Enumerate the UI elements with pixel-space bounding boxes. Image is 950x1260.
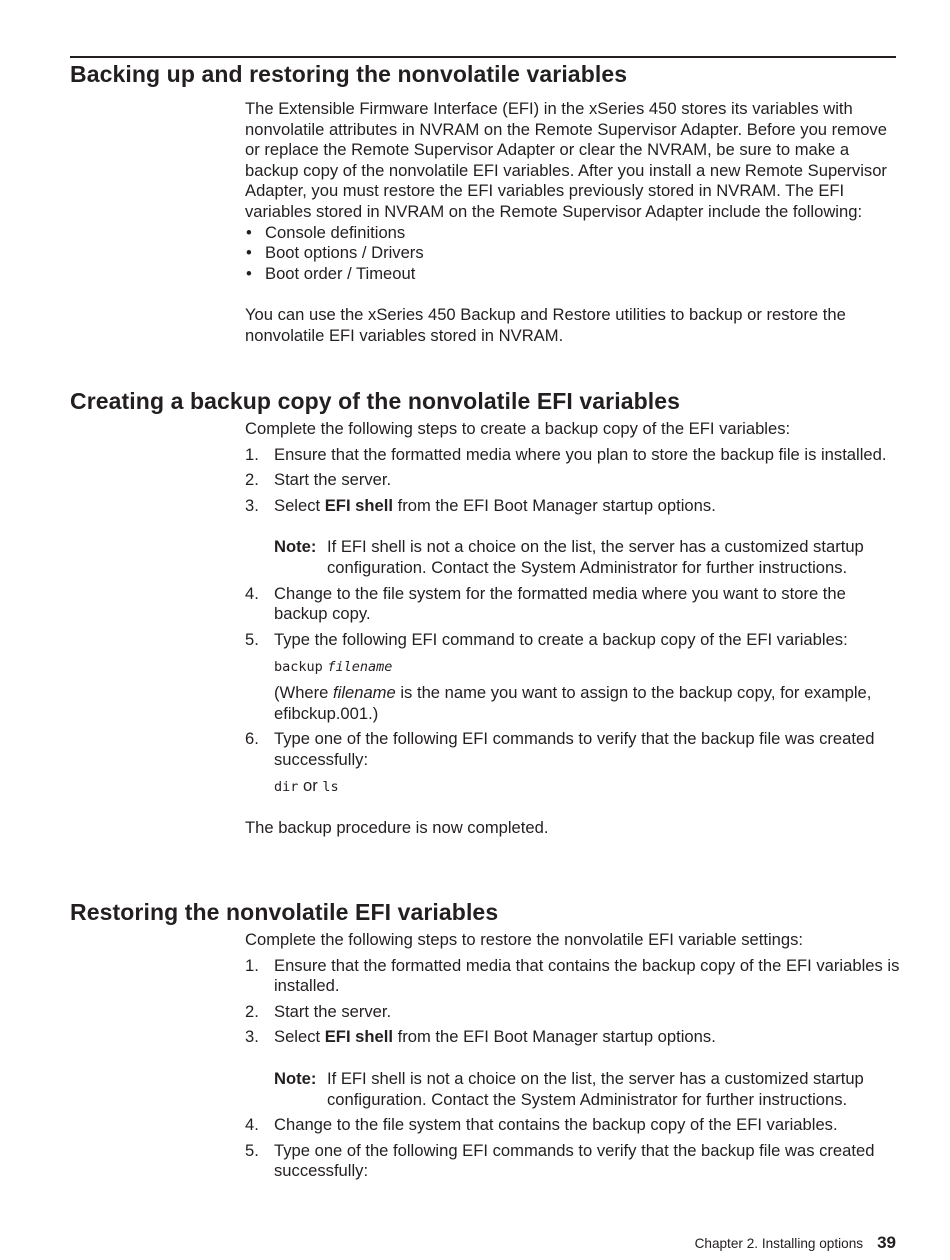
step-text: Change to the file system that contains the backup copy of the EFI variables. (274, 1115, 838, 1135)
step-number: 4. (245, 1115, 259, 1135)
section-body-creating-backup (245, 419, 900, 839)
filename-explanation (274, 683, 900, 724)
step-number: 3. (245, 1027, 259, 1047)
step-number: 2. (245, 1001, 259, 1021)
step-item (245, 1002, 900, 1023)
step-text: Start the server. (274, 1001, 392, 1021)
section-heading-creating-backup: Creating a backup copy of the nonvolatile EFI variables (70, 388, 681, 414)
step-text: Ensure that the formatted media where you plan to store the backup file is installed. (274, 444, 887, 464)
command-ls: ls (322, 779, 339, 796)
step-text-post: from the EFI Boot Manager startup options. (392, 495, 716, 515)
utilities-paragraph: You can use the xSeries 450 Backup and Restore utilities to backup or restore the nonvolatile EFI variables stored in NVRAM. (245, 304, 846, 345)
step-text: Start the server. (274, 470, 392, 490)
step-number: 5. (245, 1140, 259, 1160)
restore-steps-list (245, 956, 900, 1182)
section-body-backing-up (245, 99, 900, 346)
completion-paragraph: The backup procedure is now completed. (245, 817, 549, 837)
step-item (245, 1115, 900, 1136)
step-number: 1. (245, 955, 259, 975)
page-number: 39 (877, 1233, 896, 1252)
step-item (245, 1141, 900, 1182)
command-dir: dir (274, 779, 299, 796)
chapter-label: Chapter 2. Installing options (694, 1236, 864, 1251)
step-item (245, 630, 900, 724)
command-keyword: backup (274, 659, 323, 676)
step-item (245, 1027, 900, 1110)
efi-variables-list (245, 223, 900, 285)
step-item (245, 584, 900, 625)
step-item (245, 445, 900, 466)
step-number: 3. (245, 495, 259, 515)
intro-paragraph: Complete the following steps to restore the nonvolatile EFI variable settings: (245, 930, 804, 949)
step-item (245, 956, 900, 997)
step-number: 5. (245, 629, 259, 649)
intro-paragraph: Complete the following steps to create a backup copy of the EFI variables: (245, 419, 791, 438)
note-label: Note: (274, 1068, 317, 1088)
top-rule (70, 56, 896, 58)
note-block (274, 1069, 900, 1110)
explanation-post: is the name you want to assign to the backup copy, for example, efibckup.001.) (274, 682, 872, 723)
explanation-pre: (Where (274, 682, 334, 702)
verify-commands (274, 776, 900, 798)
note-block (274, 537, 900, 578)
command-argument: filename (327, 659, 393, 676)
note-text: If EFI shell is not a choice on the list, the server has a customized startup configuration. Contact the System Administrator for further instructions. (327, 1068, 864, 1109)
step-number: 2. (245, 470, 259, 490)
note-label: Note: (274, 537, 317, 557)
step-item (245, 496, 900, 579)
or-text: or (298, 776, 323, 796)
step-text-pre: Select (274, 1027, 325, 1047)
step-item (245, 729, 900, 798)
step-text: Type the following EFI command to create a backup copy of the EFI variables: (274, 629, 848, 649)
backup-steps-list (245, 445, 900, 798)
step-text: Ensure that the formatted media that contains the backup copy of the EFI variables is installed. (274, 955, 900, 996)
step-number: 4. (245, 583, 259, 603)
explanation-italic: filename (333, 682, 396, 702)
step-text-bold: EFI shell (324, 1027, 393, 1047)
step-text-pre: Select (274, 495, 325, 515)
section-heading-backing-up: Backing up and restoring the nonvolatile variables (70, 61, 628, 87)
step-number: 6. (245, 729, 259, 749)
section-heading-restoring: Restoring the nonvolatile EFI variables (70, 899, 499, 925)
step-number: 1. (245, 444, 259, 464)
step-text-bold: EFI shell (324, 495, 393, 515)
list-item: • Console definitions (245, 223, 900, 244)
backup-command (274, 656, 900, 678)
note-text: If EFI shell is not a choice on the list, the server has a customized startup configuration. Contact the System Administrator for further instructions. (327, 537, 864, 577)
section-body-restoring (245, 930, 900, 1182)
intro-paragraph: The Extensible Firmware Interface (EFI) in the xSeries 450 stores its variables with nonvolatile attributes in NVRAM on the Remote Supervisor Adapter. Before you remove or replace the Remote Supervisor Adapter or clear the NVRAM, be sure to make a backup copy of the nonvolatile EFI variables. After you install a new Remote Supervisor Adapter, you must restore the EFI variables previously stored in NVRAM. The EFI variables stored in NVRAM on the Remote Supervisor Adapter include the following: (245, 99, 887, 221)
step-text: Type one of the following EFI commands to verify that the backup file was created successfully: (274, 729, 875, 769)
step-text: Change to the file system for the formatted media where you want to store the backup copy. (274, 583, 846, 624)
list-item: • Boot order / Timeout (245, 264, 900, 285)
step-text-post: from the EFI Boot Manager startup options. (392, 1027, 716, 1047)
page-footer (695, 1232, 896, 1255)
list-item: • Boot options / Drivers (245, 243, 900, 264)
step-text: Type one of the following EFI commands to verify that the backup file was created successfully: (274, 1140, 875, 1181)
step-item (245, 470, 900, 491)
